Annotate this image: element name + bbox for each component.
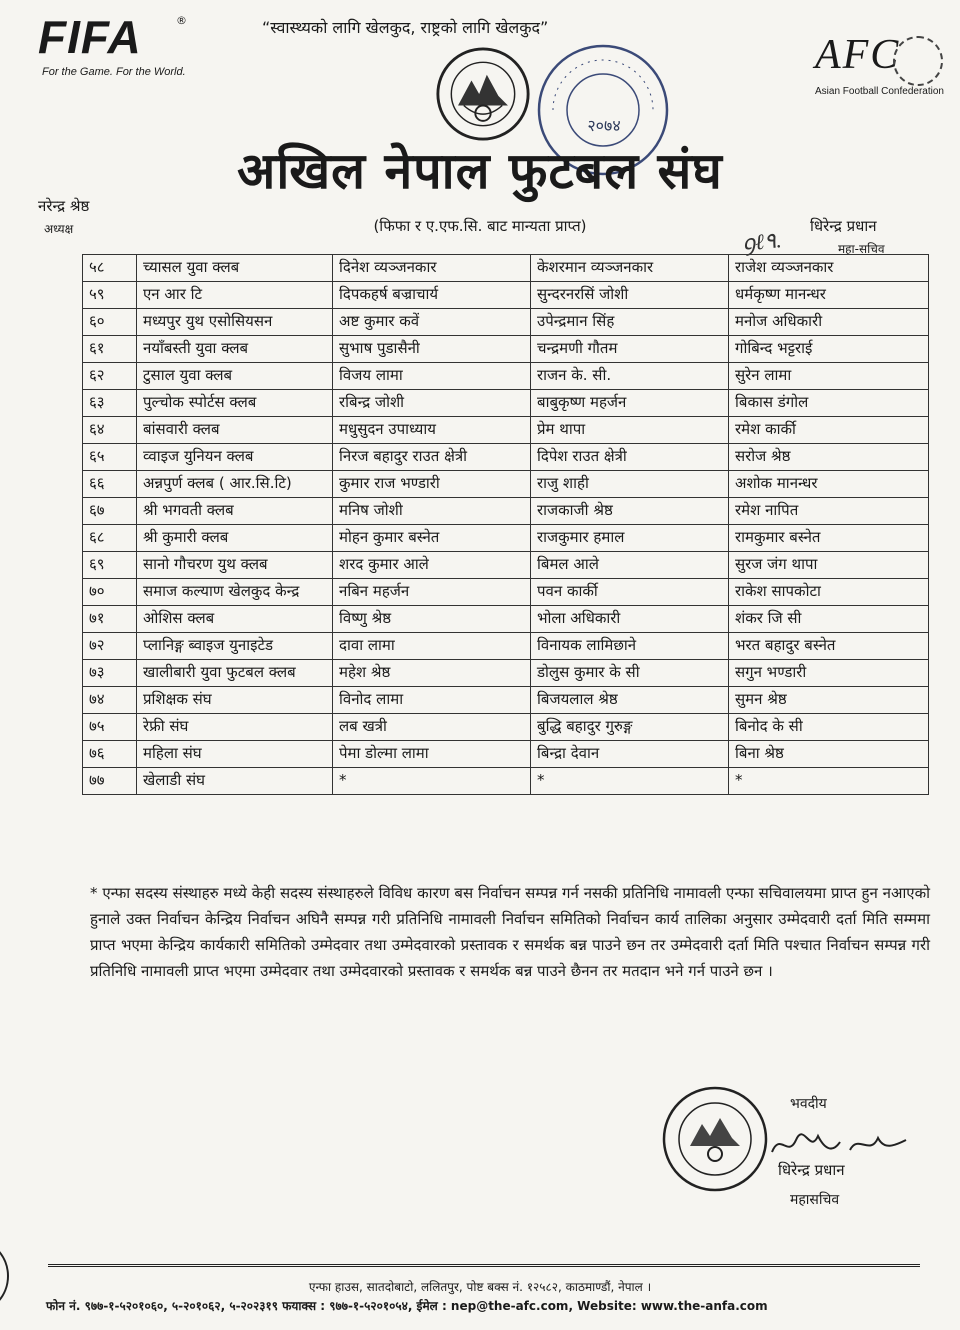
table-cell-proposer: दिपेश राउत क्षेत्री — [531, 444, 729, 471]
table-cell-supporter: सुरज जंग थापा — [729, 552, 929, 579]
table-cell-proposer: पवन कार्की — [531, 579, 729, 606]
table-cell-representative: महेश श्रेष्ठ — [333, 660, 531, 687]
table-cell-number: ७४ — [83, 687, 137, 714]
table-cell-proposer: उपेन्द्रमान सिंह — [531, 309, 729, 336]
table-cell-club: मध्यपुर युथ एसोसियसन — [137, 309, 333, 336]
recognition-subtitle: (फिफा र ए.एफ.सि. बाट मान्यता प्राप्त) — [373, 217, 587, 235]
table-cell-supporter: शंकर जि सी — [729, 606, 929, 633]
table-cell-proposer: भोला अधिकारी — [531, 606, 729, 633]
table-cell-club: नयाँबस्ती युवा क्लब — [137, 336, 333, 363]
table-cell-number: ७५ — [83, 714, 137, 741]
table-cell-representative: कुमार राज भण्डारी — [333, 471, 531, 498]
table-cell-number: ६५ — [83, 444, 137, 471]
representatives-table — [82, 254, 929, 795]
table-row — [83, 660, 929, 687]
table-cell-representative: दिपकहर्ष बज्राचार्य — [333, 282, 531, 309]
table-cell-proposer: * — [531, 768, 729, 795]
fifa-registered-mark: ® — [176, 14, 187, 27]
table-cell-club: व्वाइज युनियन क्लब — [137, 444, 333, 471]
table-cell-number: ७७ — [83, 768, 137, 795]
table-cell-supporter: बिनोद के सी — [729, 714, 929, 741]
secretary-initials-signature: ꝯℓ۹. — [740, 227, 783, 256]
stamp-year: २०७४ — [587, 116, 621, 135]
table-cell-club: समाज कल्याण खेलकुद केन्द्र — [137, 579, 333, 606]
table-cell-proposer: राजकुमार हमाल — [531, 525, 729, 552]
organization-title: अखिल नेपाल फुटबल संघ — [237, 142, 723, 200]
table-cell-proposer: केशरमान व्यञ्जनकार — [531, 255, 729, 282]
closing-salutation: भवदीय — [790, 1096, 827, 1112]
president-name: नरेन्द्र श्रेष्ठ — [38, 197, 90, 215]
table-cell-representative: मनिष जोशी — [333, 498, 531, 525]
table-cell-number: ६४ — [83, 417, 137, 444]
table-cell-proposer: विनायक लामिछाने — [531, 633, 729, 660]
table-cell-representative: पेमा डोल्मा लामा — [333, 741, 531, 768]
table-cell-proposer: बिमल आले — [531, 552, 729, 579]
table-cell-number: ७३ — [83, 660, 137, 687]
table-cell-number: ६३ — [83, 390, 137, 417]
table-cell-representative: सुभाष पुडासैनी — [333, 336, 531, 363]
footer-address: एन्फा हाउस, सातदोबाटो, ललितपुर, पोष्ट बक्स नं. १२५८२, काठमाण्डौं, नेपाल । — [308, 1280, 652, 1294]
table-cell-supporter: सगुन भण्डारी — [729, 660, 929, 687]
table-cell-representative: रबिन्द्र जोशी — [333, 390, 531, 417]
table-row — [83, 336, 929, 363]
table-cell-number: ६१ — [83, 336, 137, 363]
table-cell-club: सानो गौचरण युथ क्लब — [137, 552, 333, 579]
table-row — [83, 552, 929, 579]
table-cell-proposer: राजन के. सी. — [531, 363, 729, 390]
table-cell-supporter: सुमन श्रेष्ठ — [729, 687, 929, 714]
table-row — [83, 309, 929, 336]
table-cell-number: ७० — [83, 579, 137, 606]
table-cell-proposer: सुन्दरनरसिं जोशी — [531, 282, 729, 309]
table-cell-supporter: धर्मकृष्ण मानन्धर — [729, 282, 929, 309]
table-cell-club: टुसाल युवा क्लब — [137, 363, 333, 390]
table-cell-supporter: अशोक मानन्धर — [729, 471, 929, 498]
footer-contact: फोन नं. ९७७-१-५२०१०६०, ५-२०१०६२, ५-२०२३१९ फयाक्स : ९७७-१-५२०१०५४, ईमेल : nep@the-afc.com, Website: www.the-anfa.com — [46, 1299, 768, 1313]
table-cell-club: रेफ्री संघ — [137, 714, 333, 741]
table-cell-number: ५८ — [83, 255, 137, 282]
table-cell-proposer: बुद्धि बहादुर गुरुङ्ग — [531, 714, 729, 741]
afc-logo: AFC — [815, 32, 901, 78]
table-cell-supporter: रमेश कार्की — [729, 417, 929, 444]
table-row — [83, 363, 929, 390]
table-cell-supporter: बिना श्रेष्ठ — [729, 741, 929, 768]
table-cell-number: ६६ — [83, 471, 137, 498]
table-row — [83, 741, 929, 768]
table-row — [83, 498, 929, 525]
table-cell-representative: निरज बहादुर राउत क्षेत्री — [333, 444, 531, 471]
table-cell-supporter: रामकुमार बस्नेत — [729, 525, 929, 552]
table-cell-number: ७१ — [83, 606, 137, 633]
table-cell-supporter: भरत बहादुर बस्नेत — [729, 633, 929, 660]
handwritten-signature — [766, 1124, 916, 1164]
table-cell-representative: नबिन महर्जन — [333, 579, 531, 606]
table-cell-number: ६८ — [83, 525, 137, 552]
table-cell-proposer: प्रेम थापा — [531, 417, 729, 444]
table-cell-representative: मधुसुदन उपाध्याय — [333, 417, 531, 444]
table-cell-proposer: बिन्द्रा देवान — [531, 741, 729, 768]
table-row — [83, 606, 929, 633]
table-cell-number: ७२ — [83, 633, 137, 660]
president-title: अध्यक्ष — [44, 222, 74, 236]
table-cell-club: पुल्चोक स्पोर्टस क्लब — [137, 390, 333, 417]
table-cell-representative: विष्णु श्रेष्ठ — [333, 606, 531, 633]
table-cell-representative: अष्ट कुमार कवें — [333, 309, 531, 336]
afc-tagline: Asian Football Confederation — [815, 86, 944, 97]
secretary-title: महा-सचिव — [838, 242, 885, 256]
table-row — [83, 471, 929, 498]
table-cell-club: अन्नपुर्ण क्लब ( आर.सि.टि) — [137, 471, 333, 498]
fifa-tagline: For the Game. For the World. — [42, 66, 186, 78]
table-cell-number: ७६ — [83, 741, 137, 768]
table-cell-proposer: बिजयलाल श्रेष्ठ — [531, 687, 729, 714]
table-row — [83, 714, 929, 741]
table-row — [83, 579, 929, 606]
signer-title: महासचिव — [790, 1192, 840, 1208]
table-cell-proposer: राजकाजी श्रेष्ठ — [531, 498, 729, 525]
table-cell-supporter: रमेश नापित — [729, 498, 929, 525]
table-cell-number: ६७ — [83, 498, 137, 525]
table-cell-club: एन आर टि — [137, 282, 333, 309]
table-cell-supporter: मनोज अधिकारी — [729, 309, 929, 336]
table-row — [83, 255, 929, 282]
table-cell-club: खेलाडी संघ — [137, 768, 333, 795]
table-cell-number: ६० — [83, 309, 137, 336]
table-cell-supporter: गोबिन्द भट्टराई — [729, 336, 929, 363]
anfa-emblem-icon — [435, 46, 531, 142]
table-row — [83, 525, 929, 552]
table-cell-club: खालीबारी युवा फुटबल क्लब — [137, 660, 333, 687]
table-cell-representative: विनोद लामा — [333, 687, 531, 714]
table-cell-number: ५९ — [83, 282, 137, 309]
table-row — [83, 417, 929, 444]
table-row — [83, 444, 929, 471]
table-cell-representative: लब खत्री — [333, 714, 531, 741]
table-row — [83, 768, 929, 795]
table-cell-number: ६२ — [83, 363, 137, 390]
table-row — [83, 687, 929, 714]
table-cell-proposer: चन्द्रमणी गौतम — [531, 336, 729, 363]
table-cell-club: प्लानिङ्ग ब्वाइज युनाइटेड — [137, 633, 333, 660]
anfa-seal-icon — [660, 1084, 770, 1194]
signer-name: धिरेन्द्र प्रधान — [778, 1161, 845, 1179]
table-row — [83, 282, 929, 309]
table-cell-club: प्रशिक्षक संघ — [137, 687, 333, 714]
table-cell-club: महिला संघ — [137, 741, 333, 768]
table-cell-representative: विजय लामा — [333, 363, 531, 390]
table-cell-proposer: राजु शाही — [531, 471, 729, 498]
table-cell-number: ६९ — [83, 552, 137, 579]
table-cell-supporter: * — [729, 768, 929, 795]
table-cell-club: च्यासल युवा क्लब — [137, 255, 333, 282]
partial-seal-icon — [0, 1236, 16, 1316]
table-row — [83, 390, 929, 417]
table-cell-proposer: डोलुस कुमार के सी — [531, 660, 729, 687]
fifa-logo: FIFA — [38, 11, 142, 63]
table-cell-supporter: राजेश व्यञ्जनकार — [729, 255, 929, 282]
table-cell-club: श्री कुमारी क्लब — [137, 525, 333, 552]
table-cell-representative: * — [333, 768, 531, 795]
table-cell-supporter: सरोज श्रेष्ठ — [729, 444, 929, 471]
table-cell-club: बांसवारी क्लब — [137, 417, 333, 444]
secretary-name: धिरेन्द्र प्रधान — [810, 217, 877, 235]
table-cell-proposer: बाबुकृष्ण महर्जन — [531, 390, 729, 417]
election-note: * एन्फा सदस्य संस्थाहरु मध्ये केही सदस्य संस्थाहरुले विविध कारण बस निर्वाचन सम्पन्न गर्न नसकी प्रतिनिधि नामावली एन्फा सचिवालयमा प्राप्त हुन नआएको हुनाले उक्त निर्वाचन केन्द्रिय निर्वाचन अघिनै सम्पन्न गरी प्रतिनिधि नामावली निर्वाचन समितिको निर्वाचन कार्य तालिका अनुसार उम्मेदवारी दर्ता मिति सम्ममा प्राप्त भएमा केन्द्रिय कार्यकारी समितिको उम्मेदवार तथा उम्मेदवारको प्रस्तावक र समर्थक बन्न पाउने छन तर उम्मेदवारी दर्ता मिति पश्चात निर्वाचन सम्पन्न गरी प्रतिनिधि नामावली प्राप्त भएमा उम्मेदवार तथा उम्मेदवारको प्रस्तावक र समर्थक बन्न पाउने छैनन तर मतदान भने गर्न पाउने छन । — [90, 884, 930, 980]
table-cell-supporter: सुरेन लामा — [729, 363, 929, 390]
table-cell-representative: दावा लामा — [333, 633, 531, 660]
afc-ball-icon — [893, 36, 943, 86]
table-cell-representative: दिनेश व्यञ्जनकार — [333, 255, 531, 282]
table-cell-club: ओशिस क्लब — [137, 606, 333, 633]
table-row — [83, 633, 929, 660]
table-cell-supporter: राकेश सापकोटा — [729, 579, 929, 606]
motto: “स्वास्थ्यको लागि खेलकुद, राष्ट्रको लागि खेलकुद” — [262, 18, 549, 37]
table-cell-supporter: बिकास डंगोल — [729, 390, 929, 417]
table-cell-club: श्री भगवती क्लब — [137, 498, 333, 525]
table-cell-representative: शरद कुमार आले — [333, 552, 531, 579]
footer-divider — [48, 1264, 920, 1267]
table-cell-representative: मोहन कुमार बस्नेत — [333, 525, 531, 552]
